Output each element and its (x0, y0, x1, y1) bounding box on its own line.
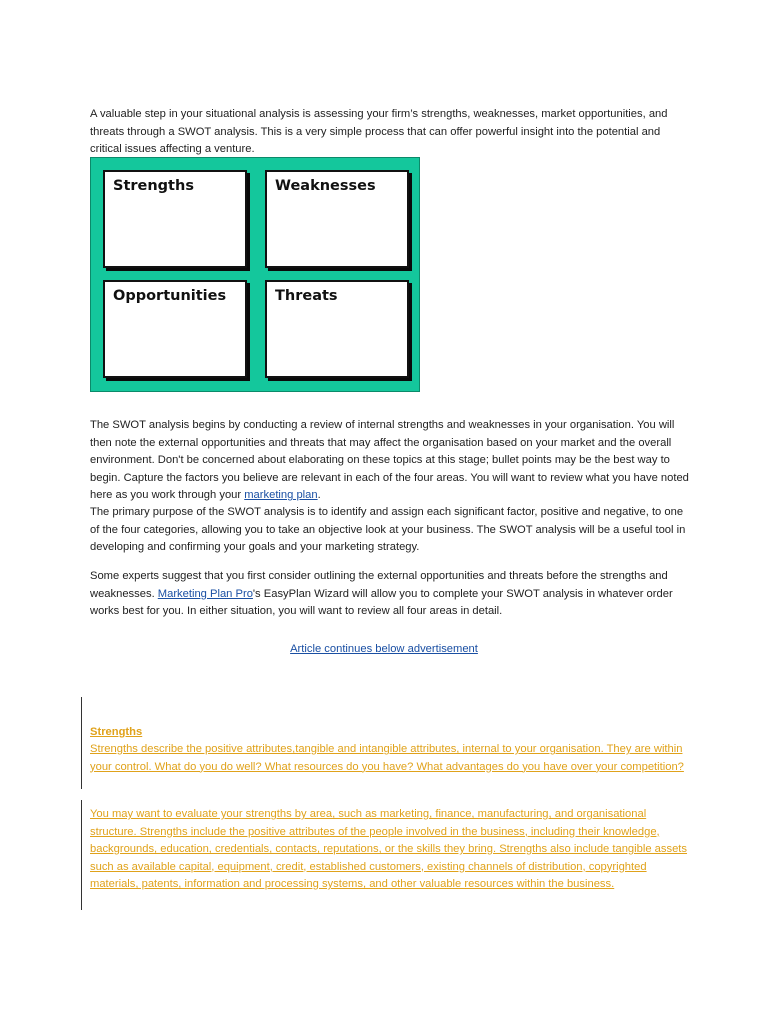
review-text: The SWOT analysis begins by conducting a review of internal strengths and weaknesses in your organisation. You will then note the external opportunities and threats that may affect the organisation based on your market and the overall environment. Don't be concerned about elaborating on these topics at this stage; bullet points may be the best way to begin. Capture the factors you believe are relevant in each of the four areas. You will want to review what you have noted here as you work through your (90, 419, 689, 502)
swot-threats-label: Threats (275, 288, 338, 304)
swot-weaknesses-box (265, 170, 409, 268)
intro-paragraph: A valuable step in your situational analysis is assessing your firm’s strengths, weaknesses, market opportunities, and threats through a SWOT analysis. This is a very simple process that can offer powerful insight into the potential and critical issues affecting a venture. (90, 108, 668, 156)
swot-strengths-label: Strengths (113, 178, 194, 194)
quote-bar (81, 697, 82, 789)
experts-paragraph (90, 568, 690, 621)
marketing-plan-link[interactable]: marketing plan (244, 489, 318, 502)
review-paragraph (90, 417, 690, 505)
quote-bar (81, 800, 82, 910)
swot-weaknesses-label: Weaknesses (275, 178, 376, 194)
swot-threats-box (265, 280, 409, 378)
strengths-detail[interactable]: You may want to evaluate your strengths by area, such as marketing, finance, manufacturing, and organisational structure. Strengths include the positive attributes of the people involved in the business, including their knowledge, backgrounds, education, credentials, contacts, reputations, or the skills they bring. Strengths also include tangible assets such as available capital, equipment, credit, established customers, existing channels of distribution, copyrighted materials, patents, information and processing systems, and other valuable resources within the business. (90, 808, 688, 890)
swot-opportunities-box (103, 280, 247, 378)
review-text-end: . (317, 489, 321, 502)
strengths-heading[interactable]: Strengths (90, 726, 143, 738)
continue-notice (0, 643, 768, 655)
purpose-paragraph: The primary purpose of the SWOT analysis is to identify and assign each significant factor, positive and negative, to one of the four categories, allowing you to take an objective look at your business. The SWOT analysis will be a useful tool in developing and confirming your goals and your marketing strategy. (90, 506, 686, 554)
swot-diagram (90, 157, 420, 392)
experts-text: Some experts suggest that you first consider outlining the external opportunities and threats before the strengths and weaknesses. (90, 570, 668, 600)
strengths-description[interactable]: Strengths describe the positive attributes,tangible and intangible attributes, internal to your organisation. They are within your control. What do you do well? What resources do you have? What advantages do you have over your competition? (90, 743, 684, 773)
experts-text-end: 's EasyPlan Wizard will allow you to complete your SWOT analysis in whatever order works best for you. In either situation, you will want to review all four areas in detail. (90, 587, 673, 618)
swot-strengths-box (103, 170, 247, 268)
marketing-plan-pro-link[interactable]: Marketing Plan Pro (157, 587, 253, 600)
swot-opportunities-label: Opportunities (113, 288, 227, 304)
article-continues-link[interactable]: Article continues below advertisement (290, 643, 478, 655)
